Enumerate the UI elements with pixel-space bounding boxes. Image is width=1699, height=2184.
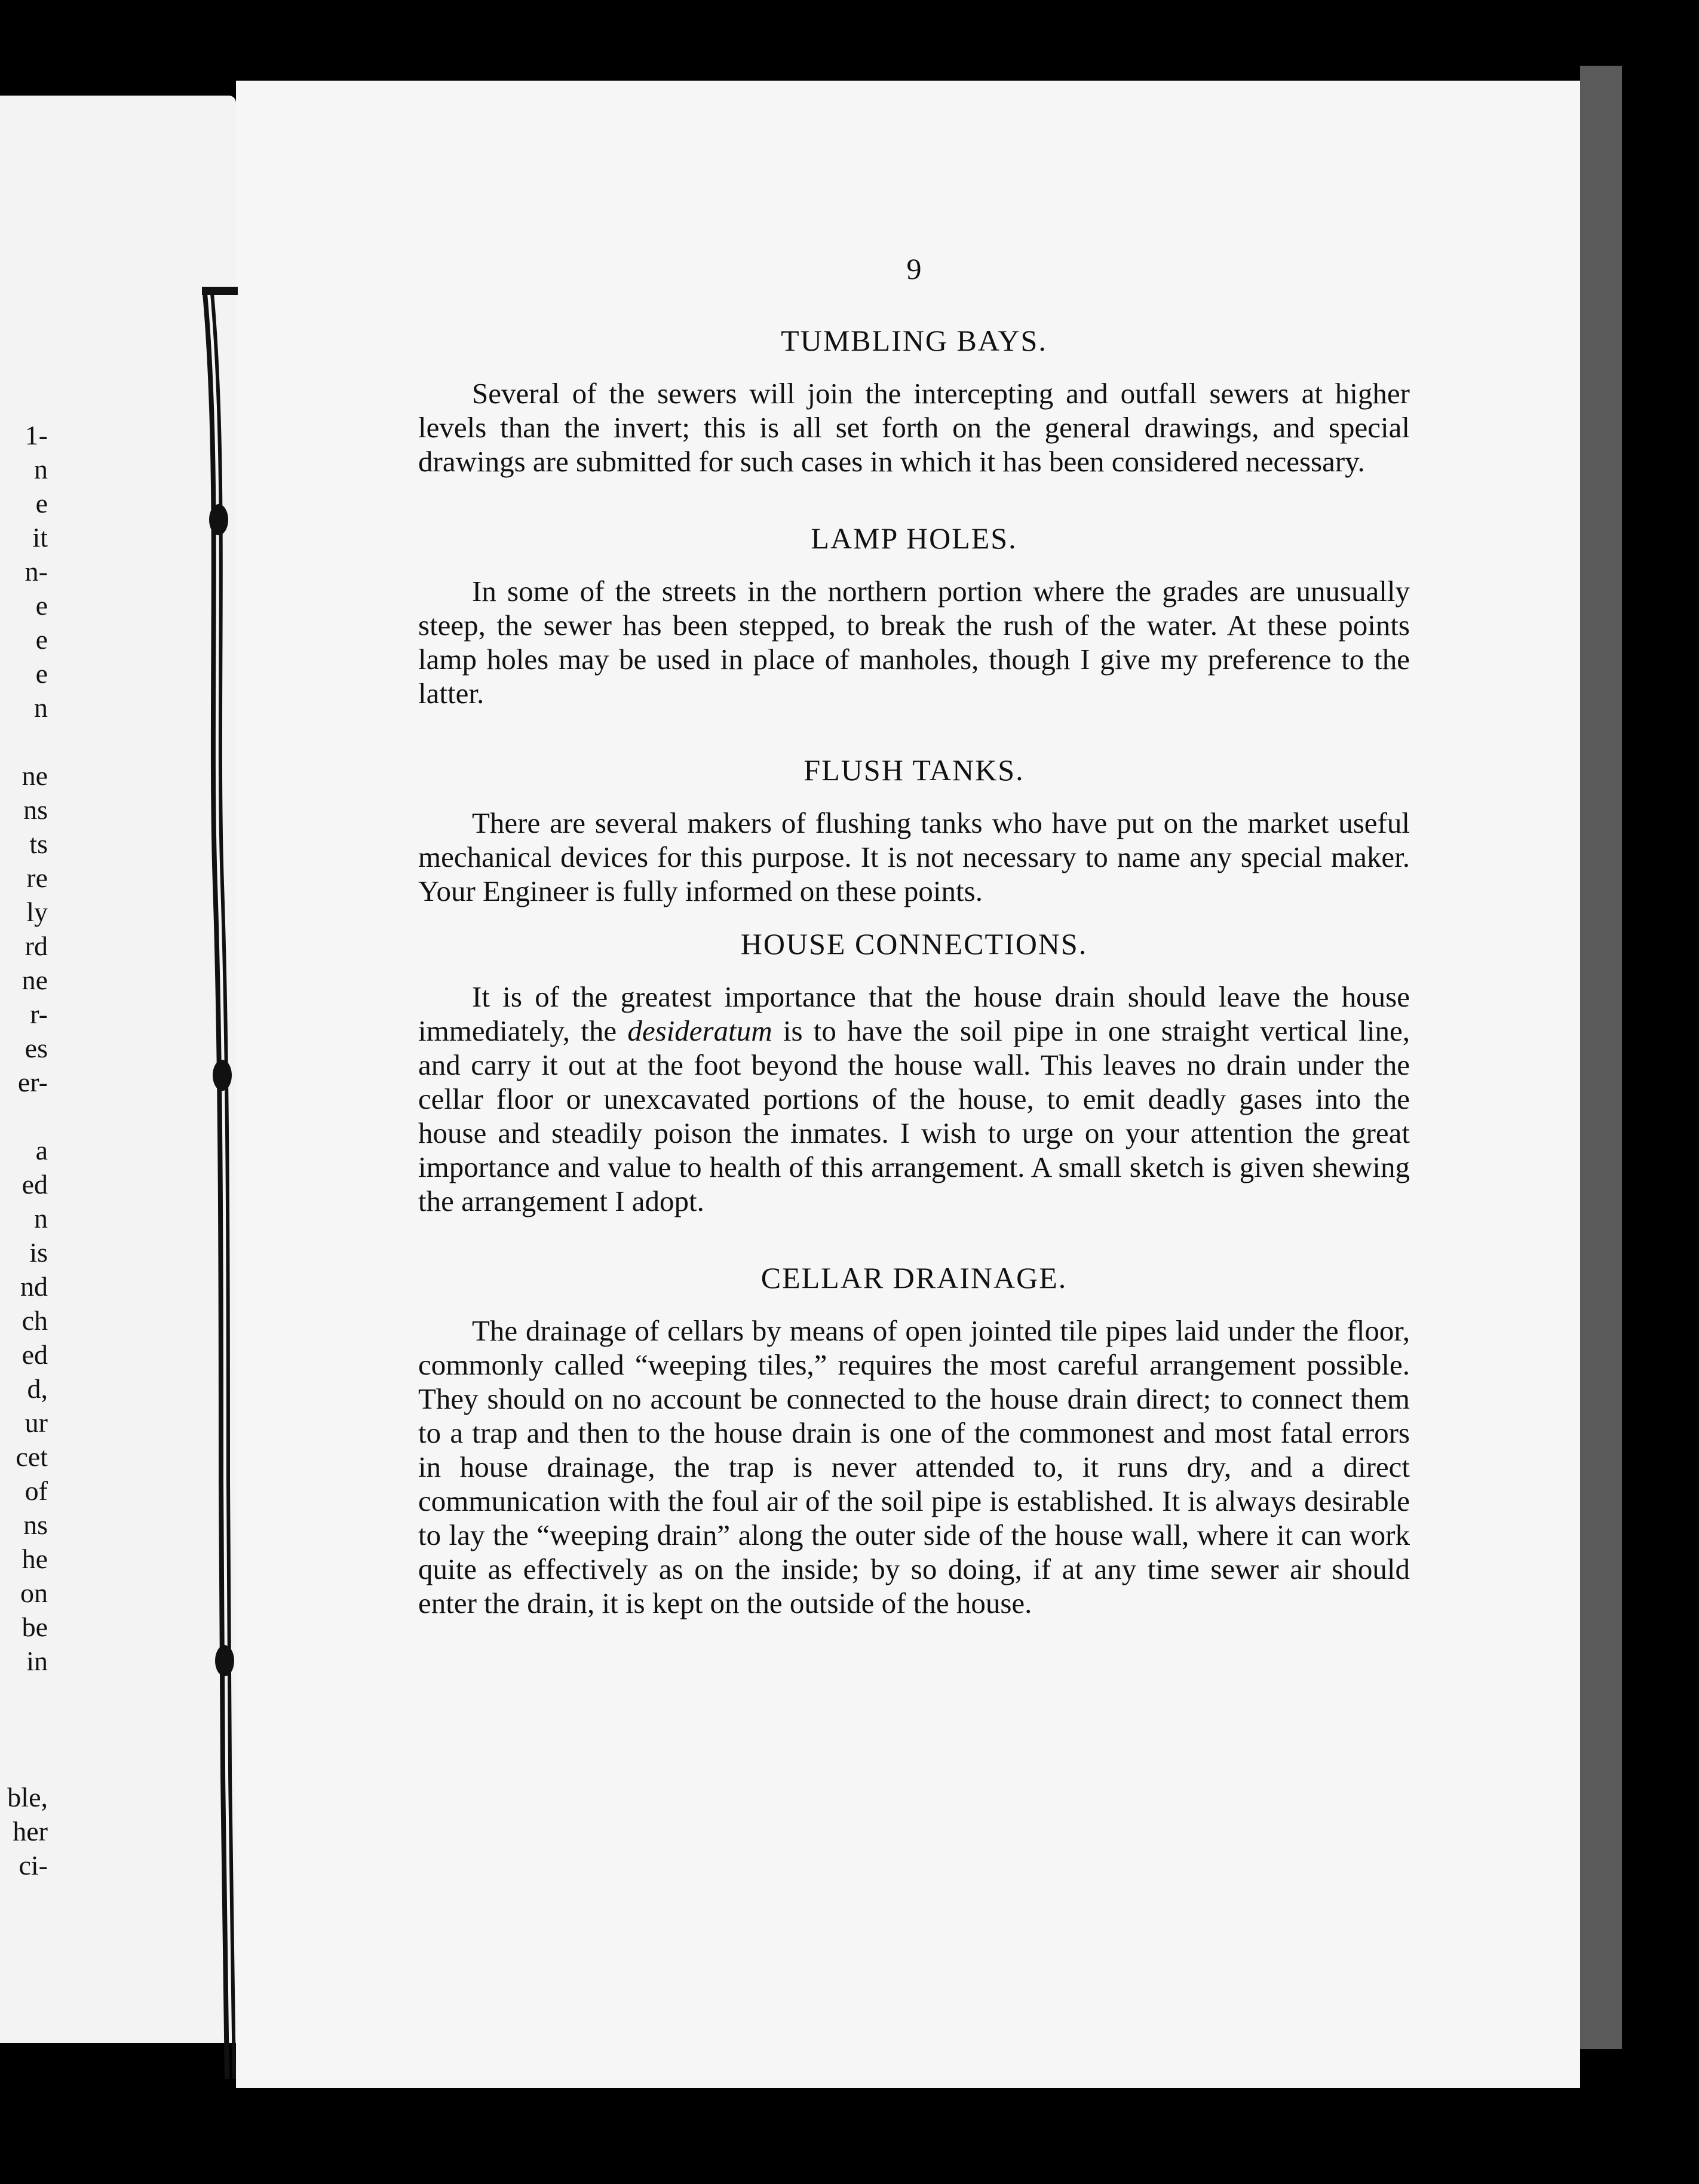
fragment-line: ns [23,1510,48,1540]
section-lamp-holes [418,520,1410,710]
fragment-line: in [26,1646,48,1676]
fragment-line: be [22,1612,48,1642]
section-paragraph: There are several makers of flushing tanks who have put on the market useful mechanical devices for this purpose. It is not necessary to name any special maker. Your Engineer is fully informed on these points. [418,806,1410,907]
fragment-line: he [22,1544,48,1574]
fragment-line: ur [24,1407,48,1438]
fragment-line: rd [24,931,48,961]
fragment-line: ed [22,1339,48,1370]
fragment-line: ne [22,760,48,791]
fragment-line: ly [26,897,48,927]
fragment-line: e [35,488,48,519]
paragraph-text: is to have the soil pipe in one straight vertical line, and carry it out at the foot beyond the house wall. This leaves no drain under the cellar floor or unexcavated portions of the house, to emit deadly gases into the house and steadily poison the inmates. I wish to urge on your attention the great importance and value to health of this arrangement. A small sketch is given shewing the arrangement I adopt. [418,1014,1410,1217]
fragment-line: nd [20,1271,48,1302]
fragment-line: ch [22,1305,48,1336]
fragment-line: e [35,590,48,621]
fragment-line: a [35,1135,48,1165]
section-heading: LAMP HOLES. [811,522,1017,555]
fragment-line: ts [29,829,48,859]
section-house-connections [418,926,1410,1218]
fragment-line: n [34,454,48,484]
section-heading: FLUSH TANKS. [804,753,1025,787]
fragment-line: re [26,863,48,893]
fragment-line [0,1099,48,1133]
fragment-line: e [35,658,48,689]
page-edge-shadow [1580,66,1622,2049]
fragment-line [0,1678,48,1712]
fragment-line: r- [30,999,48,1029]
paragraph-text: It is of the greatest importance that the house drain should leave the house immediately, the [418,980,1410,1047]
section-paragraph: In some of the streets in the northern portion where the grades are unusually steep, the sewer has been stepped, to break the rush of the water. At these points lamp holes may be used in place of manholes, though I give my preference to the latter. [418,575,1410,710]
fragment-line [0,725,48,759]
section-heading: HOUSE CONNECTIONS. [740,927,1088,961]
fragment-line: ci- [19,1850,48,1881]
section-heading: TUMBLING BAYS. [781,324,1047,357]
italic-term: desideratum [627,1014,772,1047]
fragment-line [0,1712,48,1746]
fragment-line: 1- [24,420,48,450]
fragment-line: d, [27,1373,48,1404]
section-flush-tanks [418,752,1410,908]
page-content [418,251,1410,1662]
fragment-line: is [29,1237,48,1268]
section-tumbling-bays [418,323,1410,478]
fragment-line: ed [22,1169,48,1200]
fragment-line: ble, [7,1782,48,1812]
left-page-text-fragments [0,418,48,1882]
binding-thread [197,287,251,2115]
section-cellar-drainage [418,1260,1410,1620]
fragment-line: of [24,1476,48,1506]
section-paragraph: The drainage of cellars by means of open jointed tile pipes laid under the floor, commonly called “weeping tiles,” requires the most careful arrangement possible. They should on no account be connected to the house drain direct; to connect them to a trap and then to the house drain is one of the commonest and most fatal errors in house drainage, the trap is never attended to, it runs dry, and a direct communication with the foul air of the soil pipe is established. It is always desirable to lay the “weeping drain” along the outer side of the house wall, where it can work quite as effectively as on the inside; by so doing, if at any time sewer air should enter the drain, it is kept on the outside of the house. [418,1314,1410,1619]
fragment-line: ns [23,795,48,825]
fragment-line: er- [17,1067,48,1097]
fragment-line: cet [16,1441,48,1472]
fragment-line [0,1746,48,1780]
fragment-line: ne [22,965,48,995]
fragment-line: n [34,692,48,723]
fragment-line: n [34,1203,48,1234]
section-paragraph [418,980,1410,1218]
section-paragraph: Several of the sewers will join the intercepting and outfall sewers at higher levels than the invert; this is all set forth on the general drawings, and special drawings are submitted for such cases in which it has been considered necessary. [418,377,1410,478]
fragment-line: es [24,1033,48,1063]
section-heading: CELLAR DRAINAGE. [760,1261,1068,1295]
fragment-line: it [32,522,48,553]
fragment-line: her [13,1816,48,1846]
page-number: 9 [906,252,922,286]
fragment-line: on [20,1578,48,1608]
fragment-line: n- [24,556,48,587]
fragment-line: e [35,624,48,655]
